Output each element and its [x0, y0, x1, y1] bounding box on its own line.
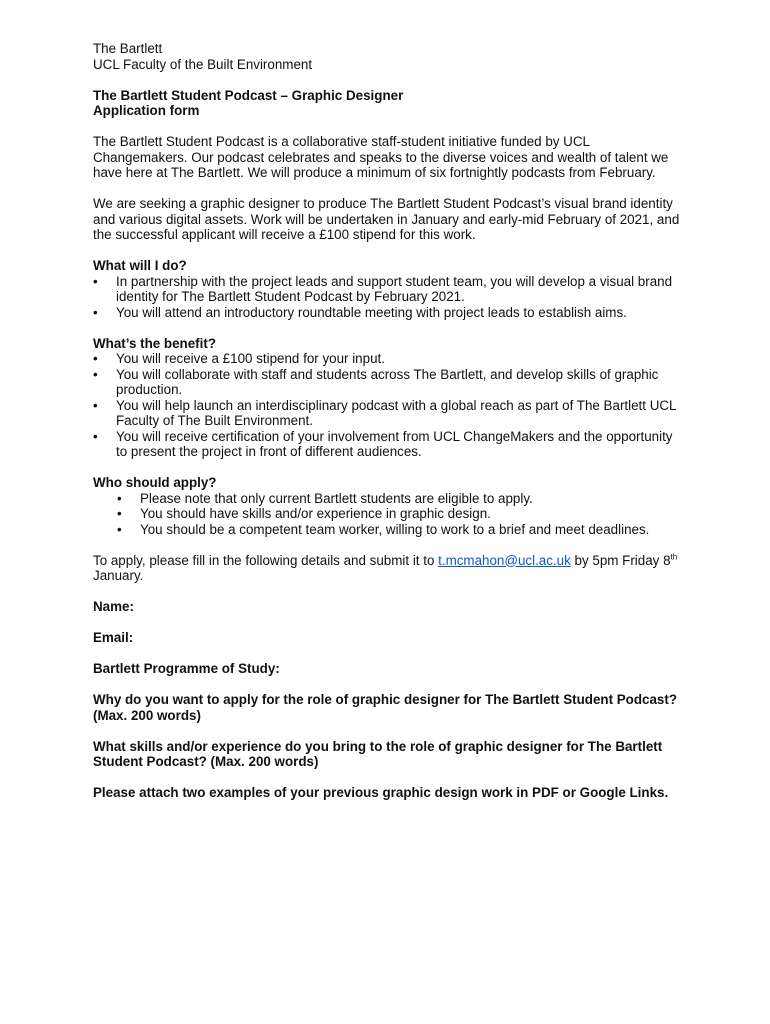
apply-paragraph: To apply, please fill in the following details and submit it to t.mcmahon@ucl.ac.uk by 5pm Friday 8th January.: [93, 552, 678, 583]
doc-subtitle: Application form: [93, 103, 200, 118]
list-item: • You should have skills and/or experience in graphic design.: [93, 506, 683, 522]
what-heading: What will I do?: [93, 258, 187, 273]
question-skills: What skills and/or experience do you bring to the role of graphic designer for The Bartlett Student Podcast? (Max. 200 words): [93, 738, 663, 769]
list-item: • You will attend an introductory roundtable meeting with project leads to establish aims.: [93, 305, 683, 321]
who-list: [93, 491, 683, 538]
email-field-label: Email:: [93, 630, 134, 645]
intro-paragraph-1: The Bartlett Student Podcast is a collaborative staff-student initiative funded by UCL Changemakers. Our podcast celebrates and speaks to the diverse voices and wealth of talent we have here at The Bartlett. We will produce a minimum of six fortnightly podcasts from February.: [93, 134, 669, 180]
question-why-apply: Why do you want to apply for the role of graphic designer for The Bartlett Student Podcast? (Max. 200 words): [93, 692, 678, 723]
list-item: • You will help launch an interdisciplinary podcast with a global reach as part of The Bartlett UCL Faculty of The Built Environment.: [93, 398, 683, 429]
intro-paragraph-2: We are seeking a graphic designer to produce The Bartlett Student Podcast’s visual brand identity and various digital assets. Work will be undertaken in January and early-mid February of 2021, and the successful applicant will receive a £100 stipend for this work.: [93, 196, 680, 242]
name-field-label: Name:: [93, 599, 134, 614]
list-item: • You will collaborate with staff and students across The Bartlett, and develop skills of graphic production.: [93, 367, 683, 398]
list-item: • Please note that only current Bartlett students are eligible to apply.: [93, 491, 683, 507]
list-item: • You will receive a £100 stipend for your input.: [93, 351, 683, 367]
header-faculty: UCL Faculty of the Built Environment: [93, 56, 313, 72]
doc-title: The Bartlett Student Podcast – Graphic Designer: [93, 87, 404, 103]
question-attach-examples: Please attach two examples of your previous graphic design work in PDF or Google Links.: [93, 785, 669, 800]
list-item: • In partnership with the project leads and support student team, you will develop a visual brand identity for The Bartlett Student Podcast by February 2021.: [93, 274, 683, 305]
document-page: [93, 41, 683, 801]
header-org: The Bartlett: [93, 41, 163, 56]
email-link[interactable]: t.mcmahon@ucl.ac.uk: [438, 552, 571, 568]
benefit-heading: What’s the benefit?: [93, 335, 216, 351]
list-item: • You will receive certification of your involvement from UCL ChangeMakers and the opportunity to present the project in front of different audiences.: [93, 429, 683, 460]
list-item: • You should be a competent team worker, willing to work to a brief and meet deadlines.: [93, 522, 683, 538]
benefit-list: [93, 351, 683, 460]
what-list: [93, 274, 683, 321]
who-heading: Who should apply?: [93, 475, 217, 490]
programme-field-label: Bartlett Programme of Study:: [93, 661, 280, 676]
